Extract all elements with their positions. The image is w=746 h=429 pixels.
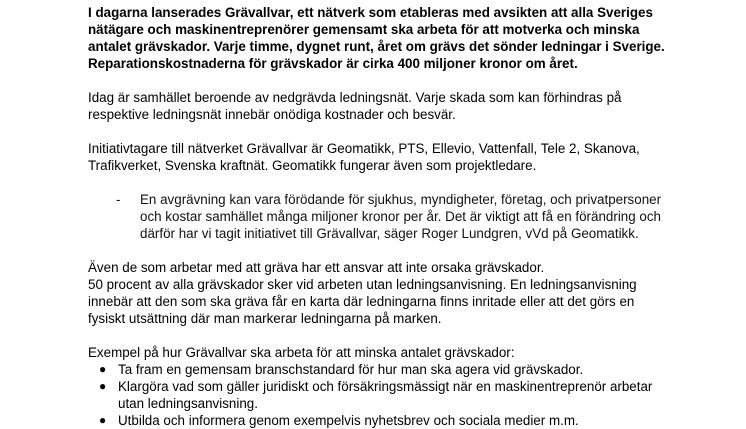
spacer [88, 327, 668, 344]
bullet-marker: ● [99, 362, 107, 376]
list-item-text: Klargöra vad som gäller juridiskt och försäkringsmässigt när en maskinentreprenör arbetar utan ledningsanvisning. [118, 379, 653, 411]
bullet-marker: ● [99, 413, 107, 427]
paragraph-network-dependency: Idag är samhället beroende av nedgrävda ledningsnät. Varje skada som kan förhindras på respektive ledningsnät innebär onödiga kostnader och besvär. [88, 90, 622, 122]
spacer [88, 242, 668, 259]
list-item [88, 361, 668, 378]
paragraph-responsibility: Även de som arbetar med att gräva har ett ansvar att inte orsaka grävskador. [88, 260, 545, 275]
paragraph-initiators: Initiativtagare till nätverket Grävallvar är Geomatikk, PTS, Ellevio, Vattenfall, Tele 2, Skanova, Trafikverket, Svenska kraftnät. Geomatikk fungerar även som projektledare. [88, 141, 640, 173]
list-heading: Exempel på hur Grävallvar ska arbeta för att minska antalet grävskador: [88, 345, 515, 360]
quote-text: En avgrävning kan vara förödande för sjukhus, myndigheter, företag, och privatpersoner och kostar samhället många miljoner kronor per år. Det är viktigt att få en förändring och därför har vi tagit initiativet till Grävallvar, säger Roger Lundgren, vVd på Geomatikk. [140, 192, 662, 241]
spacer [88, 123, 668, 140]
list-item-text: Utbilda och informera genom exempelvis nyhetsbrev och sociala medier m.m. [118, 413, 579, 428]
intro-paragraph: I dagarna lanserades Grävallvar, ett nätverk som etableras med avsikten att alla Sveriges nätägare och maskinentreprenörer gemensamt ska arbeta för att motverka och minska antalet grävskador. Varje timme, dygnet runt, året om grävs det sönder ledningar i Sverige. Reparationskostnaderna för grävskador är cirka 400 miljoner kronor om året. [88, 5, 665, 71]
list-item [88, 412, 668, 429]
spacer [88, 72, 668, 89]
quote-item [88, 191, 668, 242]
document-body [88, 4, 668, 429]
list-item-text: Ta fram en gemensam branschstandard för hur man ska agera vid grävskador. [118, 362, 584, 377]
spacer [88, 174, 668, 191]
dash-marker: - [116, 192, 121, 207]
paragraph-statistics: 50 procent av alla grävskador sker vid arbeten utan ledningsanvisning. En ledningsanvisning innebär att den som ska gräva får en karta där ledningarna finns inritade eller att det görs en fysiskt utsättning där man markerar ledningarna på marken. [88, 277, 637, 326]
list-item [88, 378, 668, 412]
bullet-marker: ● [99, 379, 107, 393]
